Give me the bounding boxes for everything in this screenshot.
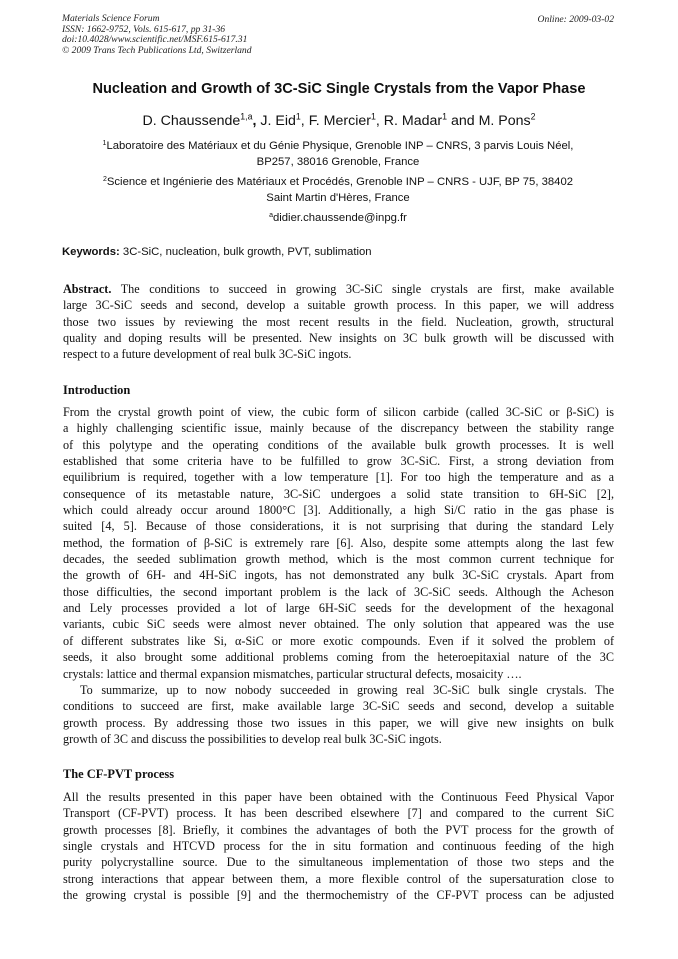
abstract-line: large 3C-SiC seeds and second, develop a suitable growth process. In this paper, we will address (63, 298, 614, 313)
paper-title: Nucleation and Growth of 3C-SiC Single Crystals from the Vapor Phase (92, 81, 586, 97)
author-name: D. Chaussende (142, 113, 241, 129)
body-line: equilibrium is required, together with a low temperature [1]. For too high the temperature and as a (63, 470, 614, 485)
cfpvt-heading: The CF-PVT process (63, 767, 175, 781)
body-line: crystals: lattice and thermal expansion mismatches, particular structural defects, mosaicity …. (63, 666, 522, 681)
author-sup: 1 (442, 111, 448, 122)
body-line: the growth of 6H- and 4H-SiC ingots, has not demonstrated any bulk 3C-SiC crystals. Apart from (63, 568, 614, 583)
issn-line: ISSN: 1662-9752, Vols. 615-617, pp 31-36 (62, 23, 226, 35)
affiliation-line: BP257, 38016 Grenoble, France (256, 156, 420, 168)
author-sup: 2 (530, 111, 536, 122)
body-line: consequence of its metastable nature, 3C-SiC undergoes a solid state transition to 6H-SiC [2], (63, 486, 614, 501)
journal-name: Materials Science Forum (62, 13, 160, 24)
body-line: of this polytype and the operating conditions of the available bulk growth processes. It is well (63, 437, 614, 452)
author-sup: 1 (370, 111, 376, 122)
abstract-line: respect to a future development of real bulk 3C-SiC ingots. (63, 347, 352, 362)
author-name: J. Eid (260, 113, 296, 129)
body-line: method, the formation of β-SiC is extremely rare [6]. Also, despite some attempts along the last few (63, 535, 614, 550)
introduction-body (63, 404, 614, 747)
body-line: To summarize, up to now nobody succeeded in growing real 3C-SiC bulk single crystals. The (80, 682, 614, 697)
body-line: suited [4, 5]. Because of those considerations, it is not surprising that during the standard Lely (63, 519, 614, 534)
body-line: All the results presented in this paper have been obtained with the Continuous Feed Physical Vapor (63, 790, 614, 804)
author-name: M. Pons (478, 113, 531, 129)
body-line: growth process. By addressing those two issues in this paper, we will give new insights on bulk (63, 715, 614, 730)
body-line: single crystals and HTCVD process for the in situ formation and continuous feeding of the high (63, 839, 614, 854)
email-text: didier.chaussende@inpg.fr (272, 212, 407, 224)
journal-header (62, 14, 252, 56)
body-line: conditions to succeed are first, make available large 3C-SiC seeds and second, develop a suitable (63, 699, 614, 714)
online-date: Online: 2009-03-02 (537, 14, 614, 25)
body-line: purity polycrystalline source. Due to the simultaneous implementation of those two steps and the (63, 855, 614, 870)
author-name: F. Mercier (308, 113, 371, 129)
introduction-heading: Introduction (63, 383, 131, 397)
abstract-line: The conditions to succeed in growing 3C-SiC single crystals are first, make available (120, 282, 614, 296)
author-sup: 1 (295, 111, 301, 122)
doi-line: doi:10.4028/www.scientific.net/MSF.615-617.31 (62, 34, 248, 45)
body-line: the growing crystal is possible [9] and the thermochemistry of the CF-PVT process can be adjusted (63, 888, 614, 903)
body-line: Transport (CF-PVT) process. It has been described elsewhere [7] and compared to the current SiC (63, 806, 614, 821)
abstract-label: Abstract. (63, 282, 112, 296)
affiliation-sup: 2 (102, 175, 107, 183)
body-line: of different substrates like Si, α-SiC or more exotic compounds. Even if it solved the problem of (63, 633, 614, 648)
cfpvt-body (63, 789, 614, 903)
abstract-line: quality and doping results will be presented. New insights on 3C bulk growth will be discussed with (63, 331, 614, 346)
keywords (62, 246, 372, 258)
abstract-line: those two issues by reviewing the most recent results in the field. Nucleation, growth, structural (63, 314, 614, 329)
body-line: those difficulties, the second important problem is the lack of 3C-SiC seeds. Although the Acheson (63, 584, 614, 599)
keywords-text: 3C-SiC, nucleation, bulk growth, PVT, sublimation (122, 246, 372, 258)
author-list: D. Chaussende$^{1,a}$, J. Eid$^1$, F. Mercier$^1$, R. Madar$^1$ and M. Pons$^2$ (142, 111, 536, 129)
body-line: seeds, it also brought some additional problems coming from the heteroepitaxial nature of the 3C (63, 650, 614, 665)
body-line: and Lely processes provided a lot of large 6H-SiC seeds for the development of the hexagonal (63, 601, 614, 616)
body-line: growth of 3C and discuss the possibilities to develop real bulk 3C-SiC ingots. (63, 731, 442, 746)
contact-email (60, 210, 616, 226)
body-line: strong interactions that appear between them, a more flexible control of the supersaturation close to (63, 871, 614, 886)
body-line: From the crystal growth point of view, the cubic form of silicon carbide (called 3C-SiC or β-SiC) is (63, 405, 614, 419)
body-line: which could already occur around 1800°C [3]. Additionally, a high Si/C ratio in the gas phase is (63, 503, 614, 518)
affiliation-line: Science et Ingénierie des Matériaux et Procédés, Grenoble INP – CNRS - UJF, BP 75, 38402 (106, 176, 574, 188)
affiliation-1 (60, 138, 616, 170)
copyright-line: © 2009 Trans Tech Publications Ltd, Switzerland (62, 44, 252, 56)
affiliation-line: Saint Martin d'Hères, France (266, 192, 410, 204)
affiliation-line: Laboratoire des Matériaux et du Génie Physique, Grenoble INP – CNRS, 3 parvis Louis Néel, (106, 140, 574, 152)
author-sup: 1,a (240, 111, 253, 122)
body-line: established that some criteria have to be fulfilled to grow 3C-SiC. First, a strong deviation from (63, 454, 614, 469)
affiliation-2 (60, 174, 616, 206)
author-name: R. Madar (383, 113, 443, 129)
body-line: growth processes [8]. Briefly, it combines the advantages of both the PVT process for the growth of (63, 822, 614, 837)
body-line: variants, cubic SiC seeds were almost never obtained. The only solution that appeared was the use (63, 617, 614, 632)
body-line: a highly challenging scientific issue, mainly because of the discrepancy between the stability range (63, 421, 614, 436)
affiliation-sup: 1 (102, 139, 107, 147)
keywords-label: Keywords: (62, 246, 120, 258)
email-sup: a (269, 211, 273, 219)
abstract (63, 281, 614, 363)
body-line: decades, the seeded sublimation growth method, which is the most common current technique for (63, 552, 614, 567)
